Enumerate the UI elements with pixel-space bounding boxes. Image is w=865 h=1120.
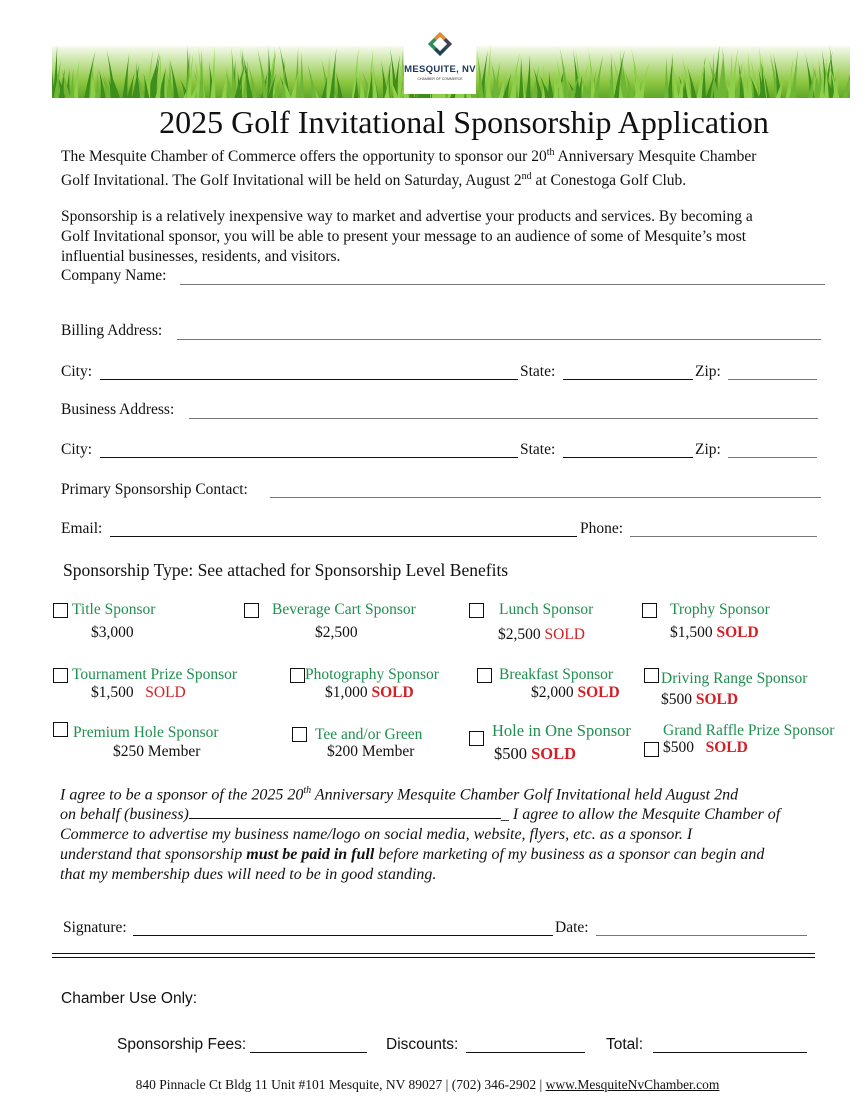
intro-paragraph-1: The Mesquite Chamber of Commerce offers the opportunity to sponsor our 20th Anniversary Mesquite Chamber Golf Invitational. The Golf Invitational will be held on Saturday, August 2nd at Conestoga Golf Club. [61, 147, 757, 190]
sponsorship-heading: Sponsorship Type: See attached for Sponsorship Level Benefits [63, 560, 509, 580]
grand-raffle-checkbox[interactable] [644, 742, 659, 757]
business-state-field[interactable] [563, 457, 693, 458]
email-label: Email: [61, 520, 103, 537]
premium-hole-label: Premium Hole Sponsor [73, 724, 219, 741]
business-zip-label: Zip: [695, 441, 721, 458]
tee-green-price: $200 Member [327, 743, 415, 760]
hole-in-one-label: Hole in One Sponsor [492, 721, 631, 740]
trophy-sponsor-checkbox[interactable] [642, 603, 657, 618]
lunch-sponsor-checkbox[interactable] [469, 603, 484, 618]
photography-checkbox[interactable] [290, 668, 305, 683]
primary-contact-field[interactable] [270, 497, 821, 498]
business-city-label: City: [61, 441, 93, 458]
date-field[interactable] [596, 935, 807, 936]
business-city-field[interactable] [100, 457, 518, 458]
sold-badge: SOLD [695, 691, 739, 708]
driving-range-price: $500 SOLD [661, 691, 739, 708]
lunch-sponsor-label: Lunch Sponsor [499, 601, 594, 618]
company-name-field[interactable] [180, 284, 825, 285]
title-sponsor-price: $3,000 [91, 624, 134, 641]
driving-range-checkbox[interactable] [644, 668, 659, 683]
billing-zip-label: Zip: [695, 363, 721, 380]
business-address-label: Business Address: [61, 401, 175, 418]
beverage-cart-price: $2,500 [315, 624, 358, 641]
tee-green-checkbox[interactable] [292, 727, 307, 742]
business-zip-field[interactable] [728, 457, 817, 458]
business-address-field[interactable] [189, 418, 818, 419]
trophy-sponsor-price: $1,500 SOLD [670, 624, 759, 641]
breakfast-checkbox[interactable] [477, 668, 492, 683]
company-name-label: Company Name: [61, 267, 167, 284]
discounts-label: Discounts: [386, 1036, 459, 1053]
billing-address-label: Billing Address: [61, 322, 163, 339]
premium-hole-checkbox[interactable] [53, 722, 68, 737]
lunch-sponsor-price: $2,500 SOLD [498, 626, 585, 643]
sold-badge: SOLD [544, 626, 585, 643]
page-title: 2025 Golf Invitational Sponsorship Application [159, 104, 769, 140]
logo-subtitle: CHAMBER OF COMMERCE [417, 77, 463, 81]
primary-contact-label: Primary Sponsorship Contact: [61, 481, 248, 498]
photography-price: $1,000 SOLD [325, 684, 414, 701]
divider [52, 953, 815, 958]
sold-badge: SOLD [371, 684, 414, 701]
phone-field[interactable] [630, 536, 817, 537]
sponsorship-fees-field[interactable] [250, 1052, 367, 1053]
sold-badge: SOLD [577, 684, 620, 701]
hole-in-one-price: $500 SOLD [494, 744, 577, 763]
billing-zip-field[interactable] [728, 379, 817, 380]
website-link[interactable]: www.MesquiteNvChamber.com [545, 1077, 720, 1092]
billing-city-label: City: [61, 363, 93, 380]
beverage-cart-checkbox[interactable] [244, 603, 259, 618]
signature-label: Signature: [63, 919, 127, 936]
photography-label: Photography Sponsor [305, 666, 439, 683]
business-state-label: State: [520, 441, 556, 458]
trophy-sponsor-label: Trophy Sponsor [670, 601, 770, 618]
footer: 840 Pinnacle Ct Bldg 11 Unit #101 Mesquite, NV 89027 | (702) 346-2902 | www.MesquiteNvChamber.com [135, 1077, 720, 1092]
signature-field[interactable] [133, 935, 553, 936]
tournament-prize-label: Tournament Prize Sponsor [72, 666, 238, 683]
beverage-cart-label: Beverage Cart Sponsor [272, 601, 416, 618]
intro-paragraph-2: Sponsorship is a relatively inexpensive way to market and advertise your products and services. By becoming a Golf Invitational sponsor, you will be able to present your message to an audience of some of Mesquite’s most influential businesses, residents, and visitors. [61, 208, 753, 265]
discounts-field[interactable] [466, 1052, 585, 1053]
email-field[interactable] [110, 536, 577, 537]
breakfast-price: $2,000 SOLD [531, 684, 620, 701]
billing-state-label: State: [520, 363, 556, 380]
billing-state-field[interactable] [563, 379, 693, 380]
billing-city-field[interactable] [100, 379, 518, 380]
business-name-field[interactable] [189, 805, 501, 819]
date-label: Date: [555, 919, 589, 936]
sold-badge: SOLD [705, 739, 748, 756]
logo-mark-icon [404, 22, 476, 66]
agreement-text: I agree to be a sponsor of the 2025 20th Anniversary Mesquite Chamber Golf Invitational held August 2nd on behalf (business) _ I agree to allow the Mesquite Chamber of Commerce to advertise my business name/logo on social media, website, flyers, etc. as a sponsor. I understand that sponsorship must be paid in full before marketing of my business as a sponsor can begin and that my membership dues will need to be in good standing. [60, 785, 781, 884]
chamber-use-heading: Chamber Use Only: [61, 990, 198, 1007]
tee-green-label: Tee and/or Green [315, 726, 423, 743]
logo-name: MESQUITE, NV [404, 64, 476, 75]
title-sponsor-label: Title Sponsor [72, 601, 156, 618]
phone-label: Phone: [580, 520, 624, 537]
total-field[interactable] [653, 1052, 807, 1053]
sponsorship-fees-label: Sponsorship Fees: [117, 1036, 247, 1053]
billing-address-field[interactable] [177, 339, 821, 340]
tournament-prize-price: $1,500 SOLD [91, 684, 186, 701]
sold-badge: SOLD [145, 684, 186, 701]
driving-range-label: Driving Range Sponsor [661, 670, 808, 687]
grand-raffle-label: Grand Raffle Prize Sponsor [663, 722, 835, 739]
grand-raffle-price: $500 SOLD [663, 739, 748, 756]
sold-badge: SOLD [716, 624, 759, 641]
premium-hole-price: $250 Member [113, 743, 201, 760]
breakfast-label: Breakfast Sponsor [499, 666, 614, 683]
total-label: Total: [606, 1036, 644, 1053]
hole-in-one-checkbox[interactable] [469, 731, 484, 746]
sold-badge: SOLD [531, 744, 577, 763]
chamber-logo [404, 20, 476, 94]
tournament-prize-checkbox[interactable] [53, 668, 68, 683]
title-sponsor-checkbox[interactable] [53, 603, 68, 618]
